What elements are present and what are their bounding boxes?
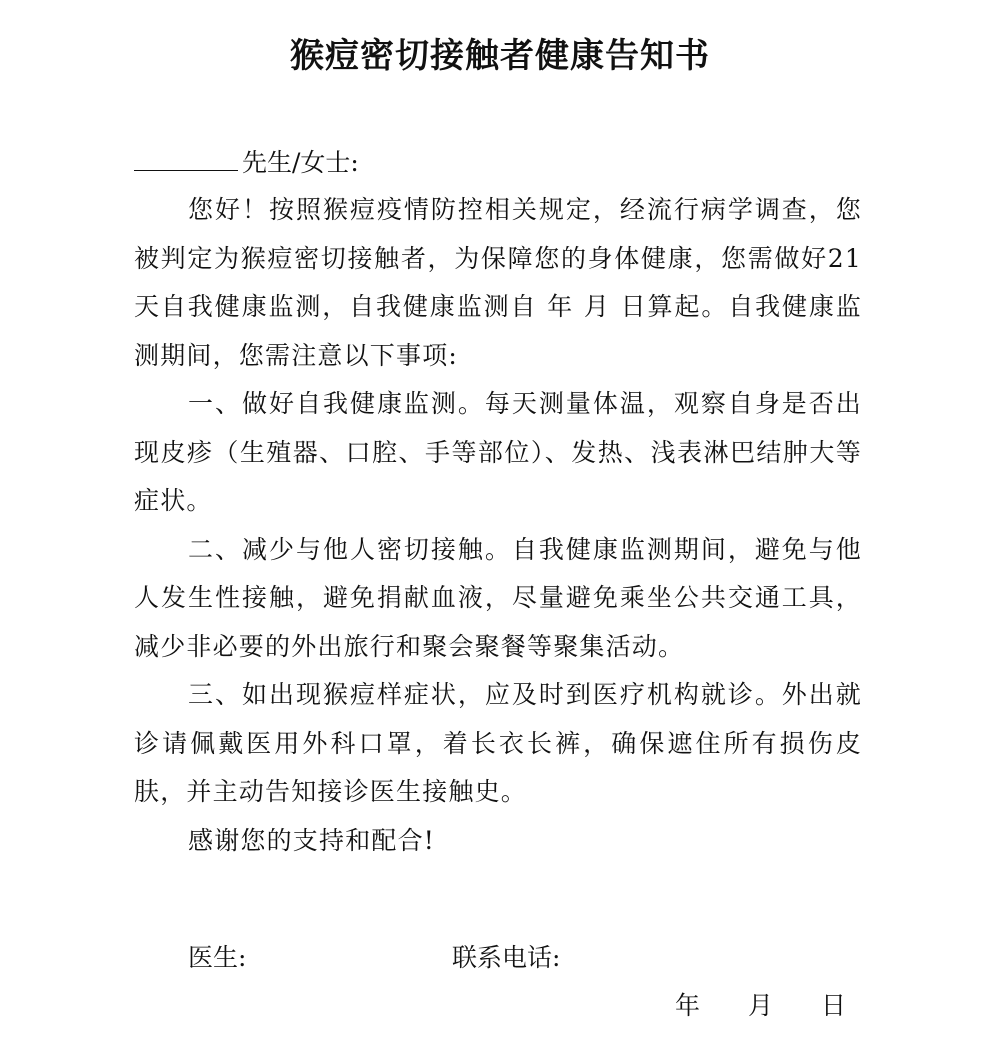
paragraph-item-3: 三、如出现猴痘样症状，应及时到医疗机构就诊。外出就诊请佩戴医用外科口罩，着长衣长裤，确保遮住所有损伤皮肤，并主动告知接诊医生接触史。 [134,680,862,806]
doctor-label: 医生: [188,943,247,972]
paragraph-item-2: 二、减少与他人密切接触。自我健康监测期间，避免与他人发生性接触，避免捐献血液，尽量避免乘坐公共交通工具，减少非必要的外出旅行和聚会聚餐等聚集活动。 [134,534,862,661]
date-line [675,986,846,1026]
notice-body [134,186,862,865]
phone-label: 联系电话: [452,943,561,972]
document-title: 猴痘密切接触者健康告知书 [290,36,710,76]
salutation-line [134,140,359,183]
paragraph-thanks: 感谢您的支持和配合! [188,825,436,855]
name-blank-line [134,140,238,171]
paragraph-intro: 您好！按照猴痘疫情防控相关规定，经流行病学调查，您被判定为猴痘密切接触者，为保障您的身体健康，您需做好21天自我健康监测，自我健康监测自 年 月 日算起。自我健康监测期间，您需注意以下事项: [134,195,862,370]
year-label: 年 [675,991,701,1020]
paragraph-item-1: 一、做好自我健康监测。每天测量体温，观察自身是否出现皮疹（生殖器、口腔、手等部位）、发热、浅表淋巴结肿大等症状。 [134,389,862,515]
day-label: 日 [821,991,847,1020]
month-label: 月 [748,991,774,1020]
salutation-suffix: 先生/女士: [242,148,359,177]
